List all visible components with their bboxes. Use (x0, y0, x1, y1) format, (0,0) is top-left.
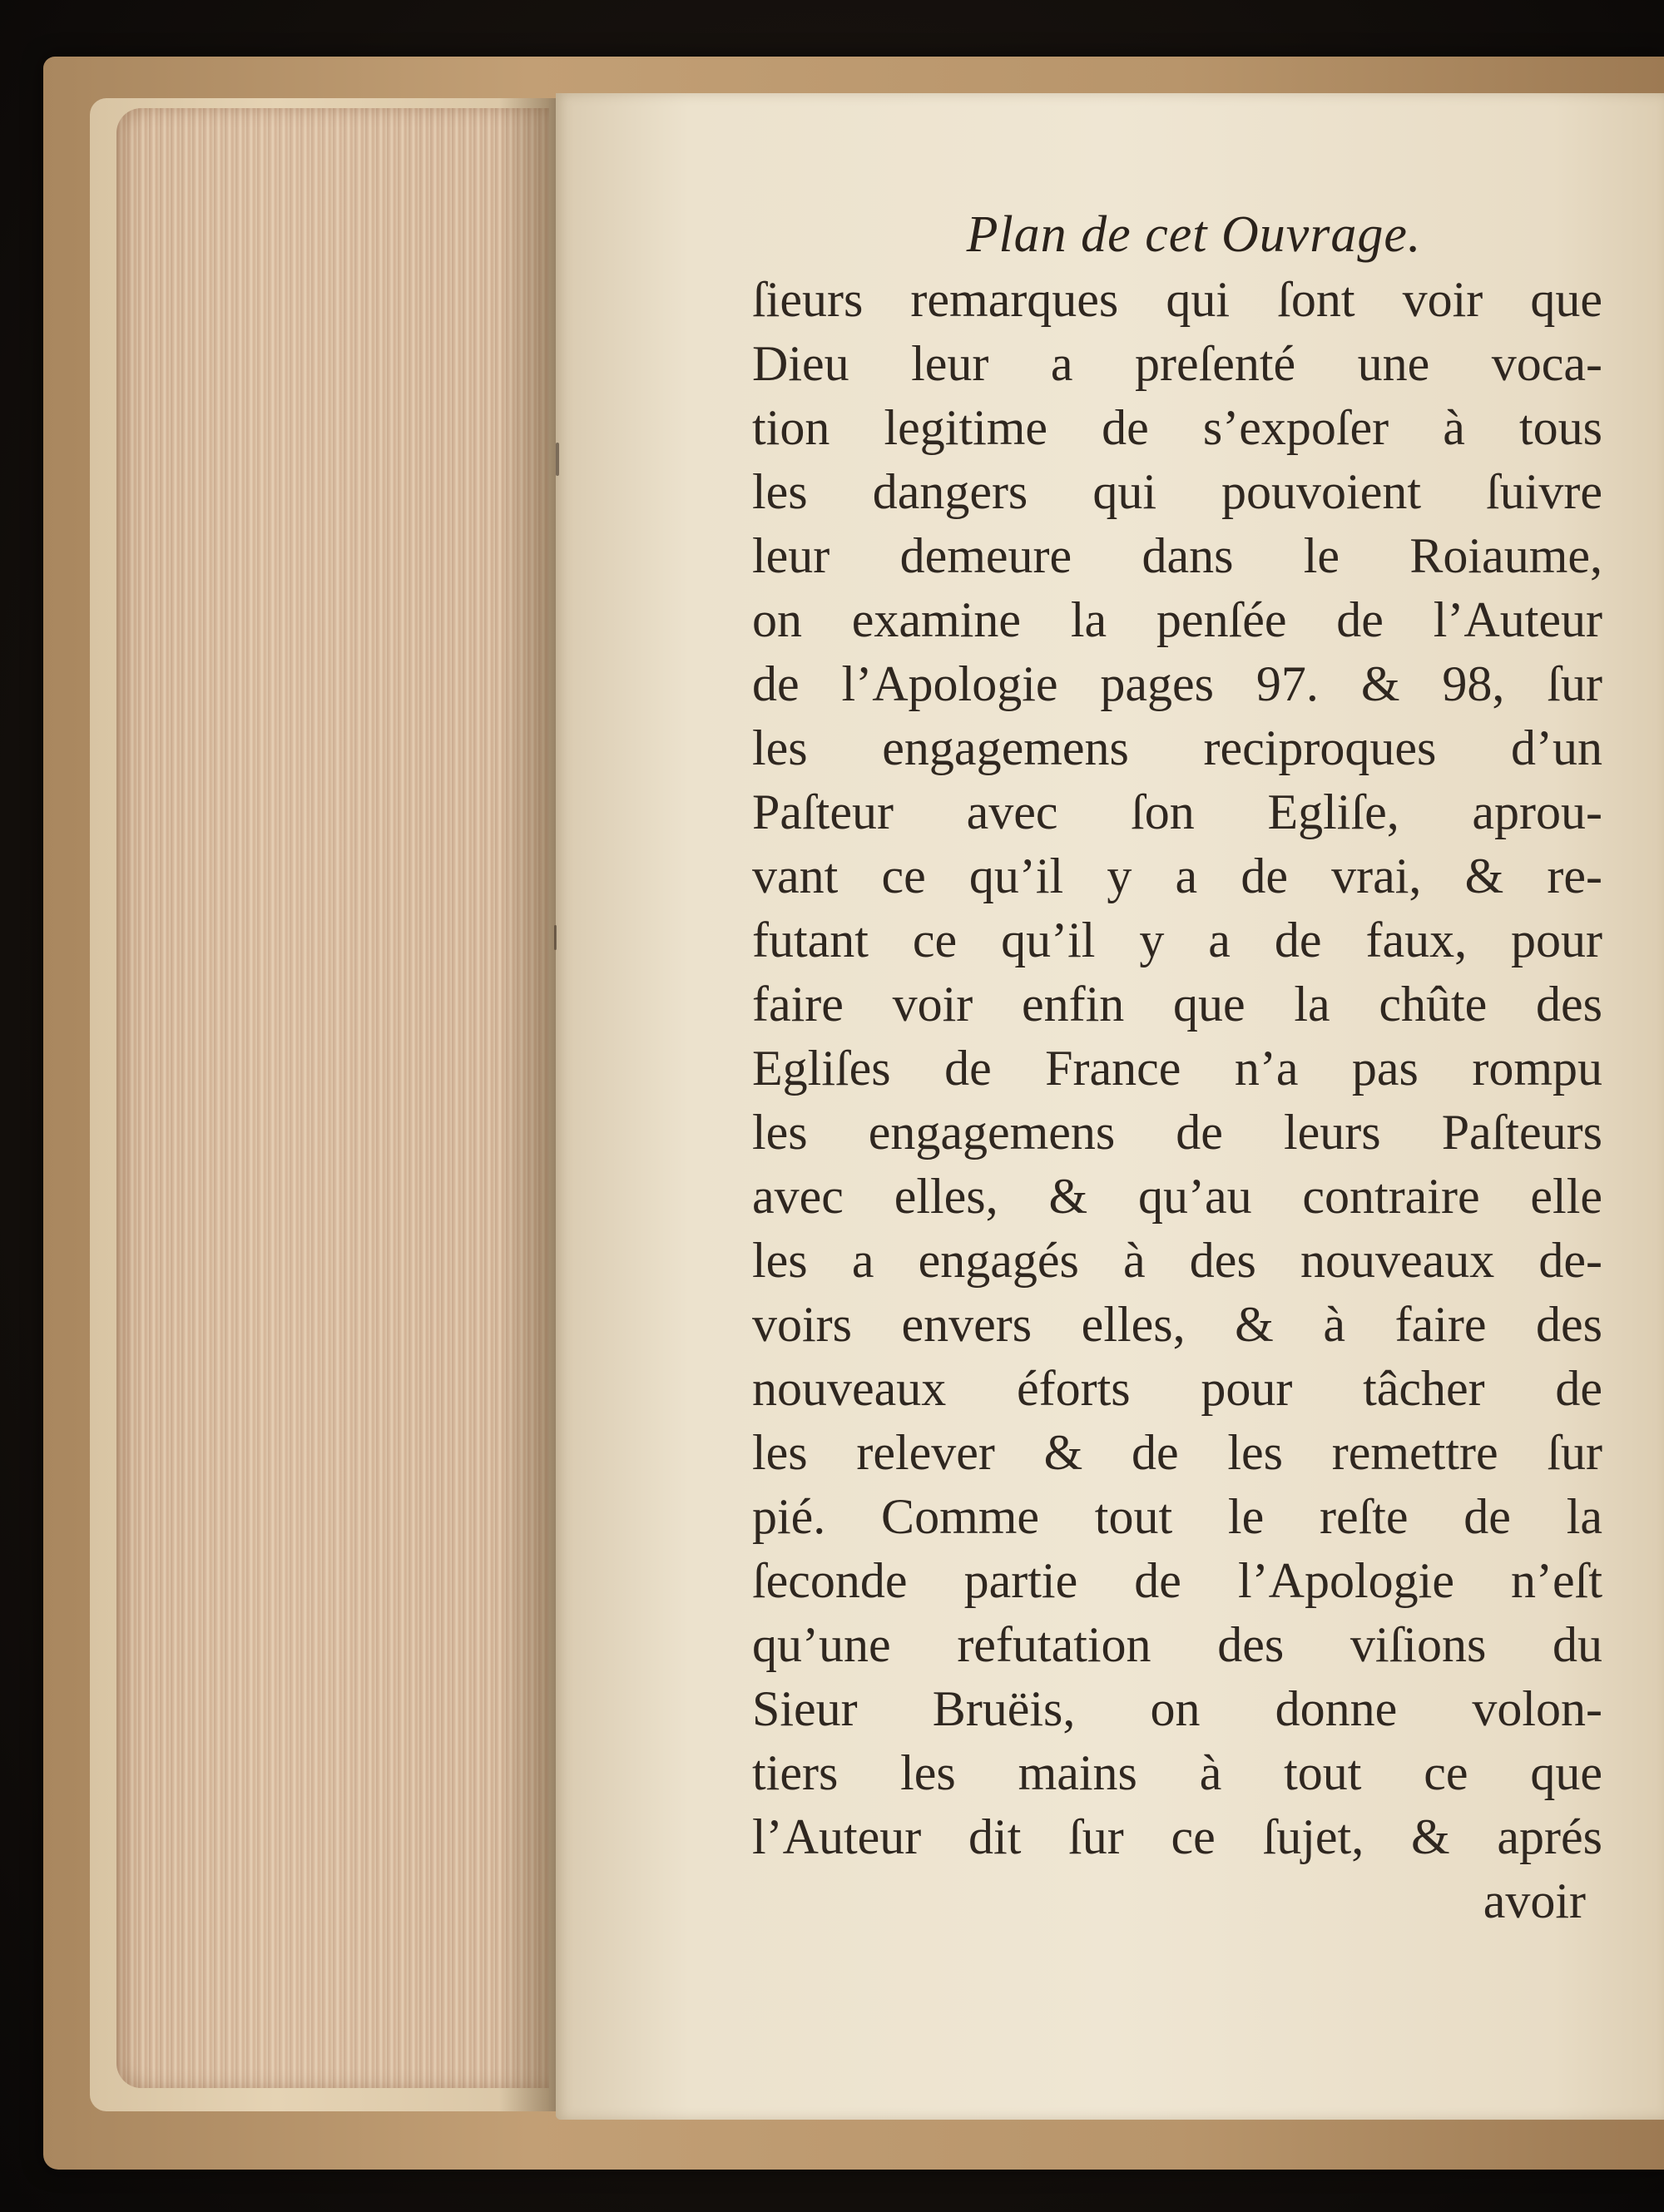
text-line: Sieur Bruëis, on donne volon- (752, 1681, 1602, 1736)
text-line: l’Auteur dit ſur ce ſujet, & aprés (752, 1809, 1602, 1864)
text-line: voirs envers elles, & à faire des (752, 1297, 1602, 1352)
text-line: les engagemens de leurs Paſteurs (752, 1105, 1602, 1160)
text-line: les engagemens reciproques d’un (752, 720, 1602, 775)
text-line: qu’une refutation des viſions du (752, 1617, 1602, 1672)
catchword: avoir (1483, 1873, 1586, 1928)
text-line: tion legitime de s’expoſer à tous (752, 400, 1602, 455)
text-line: ſieurs remarques qui ſont voir que (752, 272, 1602, 327)
margin-mark (554, 925, 557, 950)
text-line: pié. Comme tout le reſte de la (752, 1489, 1602, 1544)
printed-page (556, 93, 1664, 2120)
text-line: les a engagés à des nouveaux de- (752, 1233, 1602, 1288)
margin-mark (556, 443, 559, 476)
text-line: vant ce qu’il y a de vrai, & re- (752, 849, 1602, 903)
text-line: les dangers qui pouvoient ſuivre (752, 464, 1602, 519)
text-line: leur demeure dans le Roiaume, (752, 528, 1602, 583)
text-line: les relever & de les remettre ſur (752, 1425, 1602, 1480)
text-line: Dieu leur a preſenté une voca- (752, 336, 1602, 391)
page-edges (116, 108, 549, 2088)
text-line: ſeconde partie de l’Apologie n’eſt (752, 1553, 1602, 1608)
text-line: tiers les mains à tout ce que (752, 1745, 1602, 1800)
text-line: avec elles, & qu’au contraire elle (752, 1169, 1602, 1224)
text-block (752, 201, 1602, 1933)
text-line: futant ce qu’il y a de faux, pour (752, 913, 1602, 967)
text-line: nouveaux éforts pour tâcher de (752, 1361, 1602, 1416)
running-head: Plan de cet Ouvrage. (966, 206, 1422, 263)
text-line: Egliſes de France n’a pas rompu (752, 1041, 1602, 1096)
text-line: Paſteur avec ſon Egliſe, aprou- (752, 784, 1602, 839)
text-line: faire voir enfin que la chûte des (752, 977, 1602, 1032)
text-line: on examine la penſée de l’Auteur (752, 592, 1602, 647)
text-line: de l’Apologie pages 97. & 98, ſur (752, 656, 1602, 711)
